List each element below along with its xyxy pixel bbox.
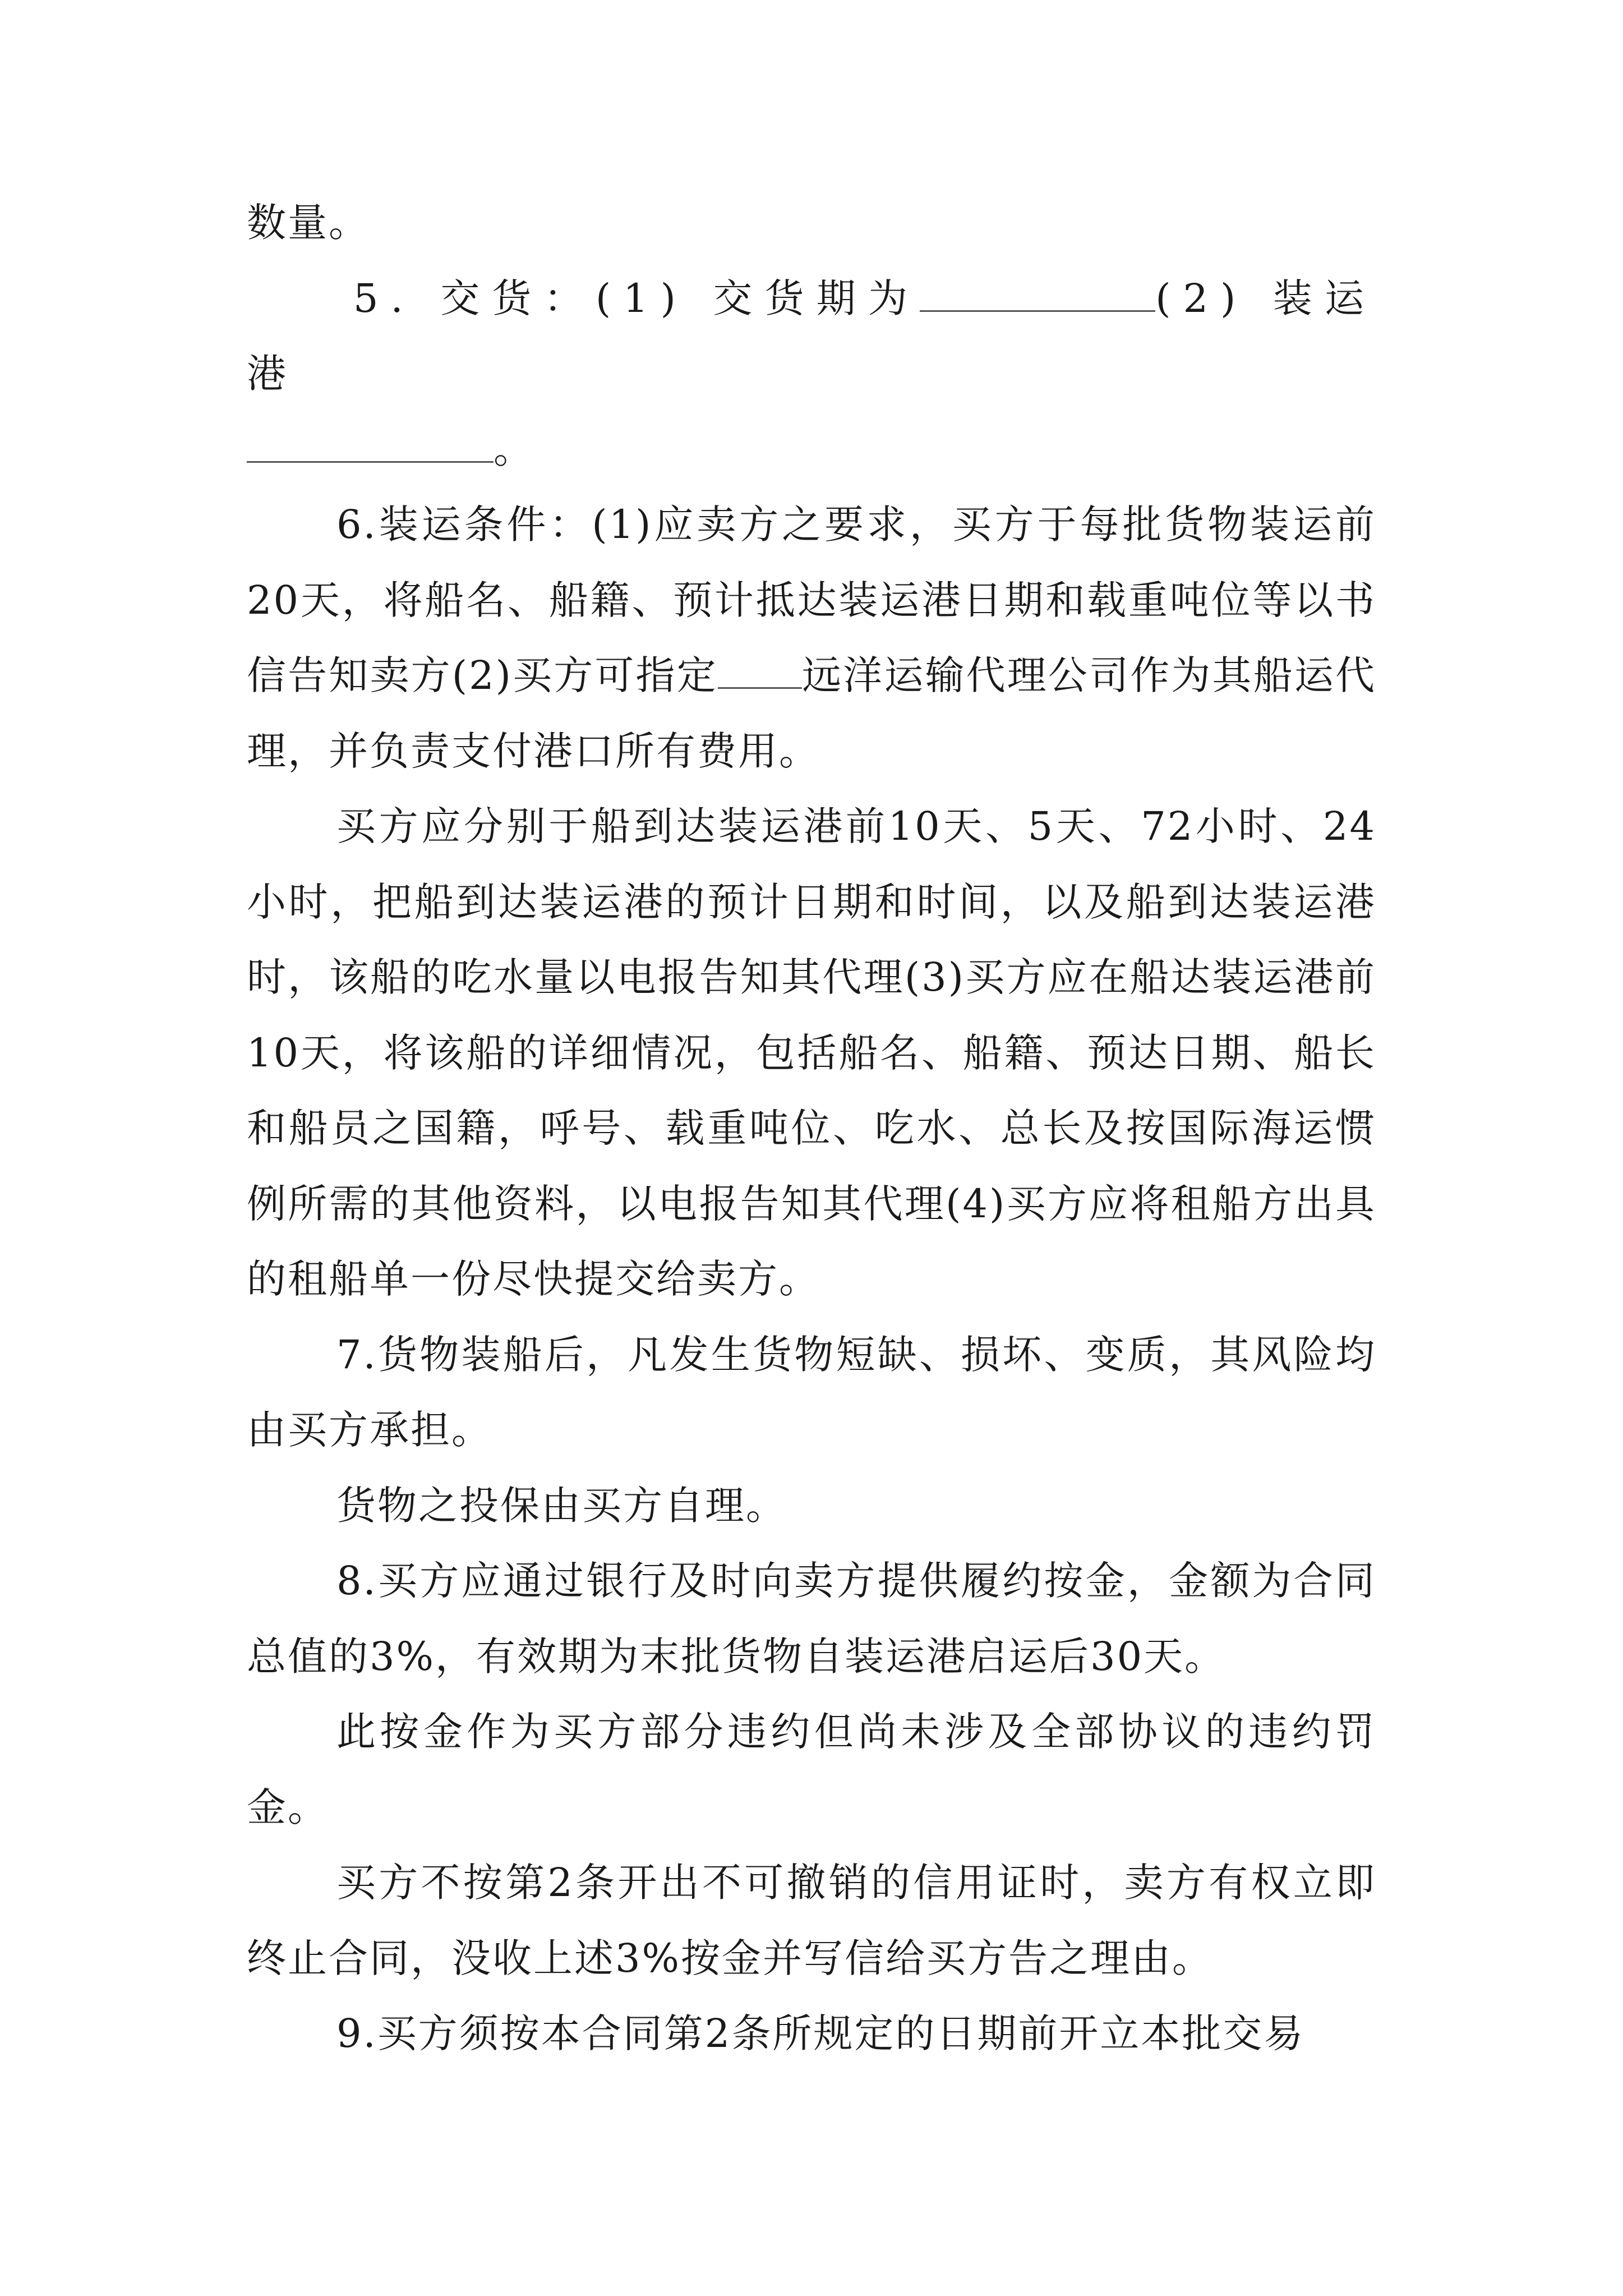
text-fragment: 此按金作为买方部分违约但尚未涉及全部协议的违约罚金。: [247, 1709, 1376, 1830]
paragraph-clause-6-notice: [247, 789, 1376, 1317]
fill-in-blank-loading-port[interactable]: [247, 422, 494, 463]
paragraph-clause-5-delivery: [247, 261, 1376, 412]
text-fragment: 远洋运输代理公司作为其船运代理，并负责支付港口所有费用。: [247, 652, 1377, 774]
text-fragment: 买方不按第2条开出不可撤销的信用证时，卖方有权立即终止合同，没收上述3%按金并写信给买方告之理由。: [247, 1860, 1376, 1981]
fill-in-blank-shipping-agent[interactable]: [718, 648, 802, 689]
paragraph-clause-6-shipping: [247, 487, 1376, 789]
paragraph-clause-8-termination: [247, 1845, 1376, 1996]
paragraph-clause-7-insurance: [247, 1468, 1376, 1544]
text-fragment: 货物之投保由买方自理。: [336, 1482, 787, 1529]
fill-in-blank-delivery-period[interactable]: [920, 271, 1155, 312]
paragraph-clause-8-deposit: [247, 1543, 1376, 1694]
text-fragment: 数量。: [247, 200, 370, 246]
text-fragment: 买方应分别于船到达装运港前10天、5天、72小时、24小时，把船到达装运港的预计日期和时间，以及船到达装运港时，该船的吃水量以电报告知其代理(3)买方应在船达装运港前10天，将该船的详细情况，包括船名、船籍、预达日期、船长和船员之国籍，呼号、载重吨位、吃水、总长及按国际海运惯例所需的其他资料，以电报告知其代理(4)买方应将租船方出具的租船单一份尽快提交给卖方。: [247, 803, 1376, 1302]
paragraph-clause-7-risk: [247, 1317, 1376, 1468]
text-fragment: 8.买方应通过银行及时向卖方提供履约按金，金额为合同总值的3%，有效期为末批货物自装运港启运后30天。: [247, 1558, 1376, 1680]
text-fragment: (2) 装运港: [247, 275, 1376, 397]
text-fragment: 7.货物装船后，凡发生货物短缺、损坏、变质，其风险均由买方承担。: [247, 1331, 1376, 1453]
paragraph-clause-5-port-line: [247, 412, 1376, 487]
text-fragment: 5. 交货：(1) 交货期为: [353, 275, 920, 321]
contract-body-text: [247, 185, 1376, 2072]
text-fragment: 6.装运条件：(1)应卖方之要求，买方于每批货物装运前20天，将船名、船籍、预计抵达装运港日期和载重吨位等以书信告知卖方(2)买方可指定: [247, 501, 1376, 698]
paragraph-clause-8-penalty: [247, 1694, 1376, 1845]
text-fragment: 9.买方须按本合同第2条所规定的日期前开立本批交易: [336, 2010, 1305, 2056]
paragraph-clause-9-letter-of-credit: [247, 1996, 1376, 2072]
text-fragment: 。: [494, 426, 534, 472]
paragraph-quantity-end: [247, 185, 1376, 261]
